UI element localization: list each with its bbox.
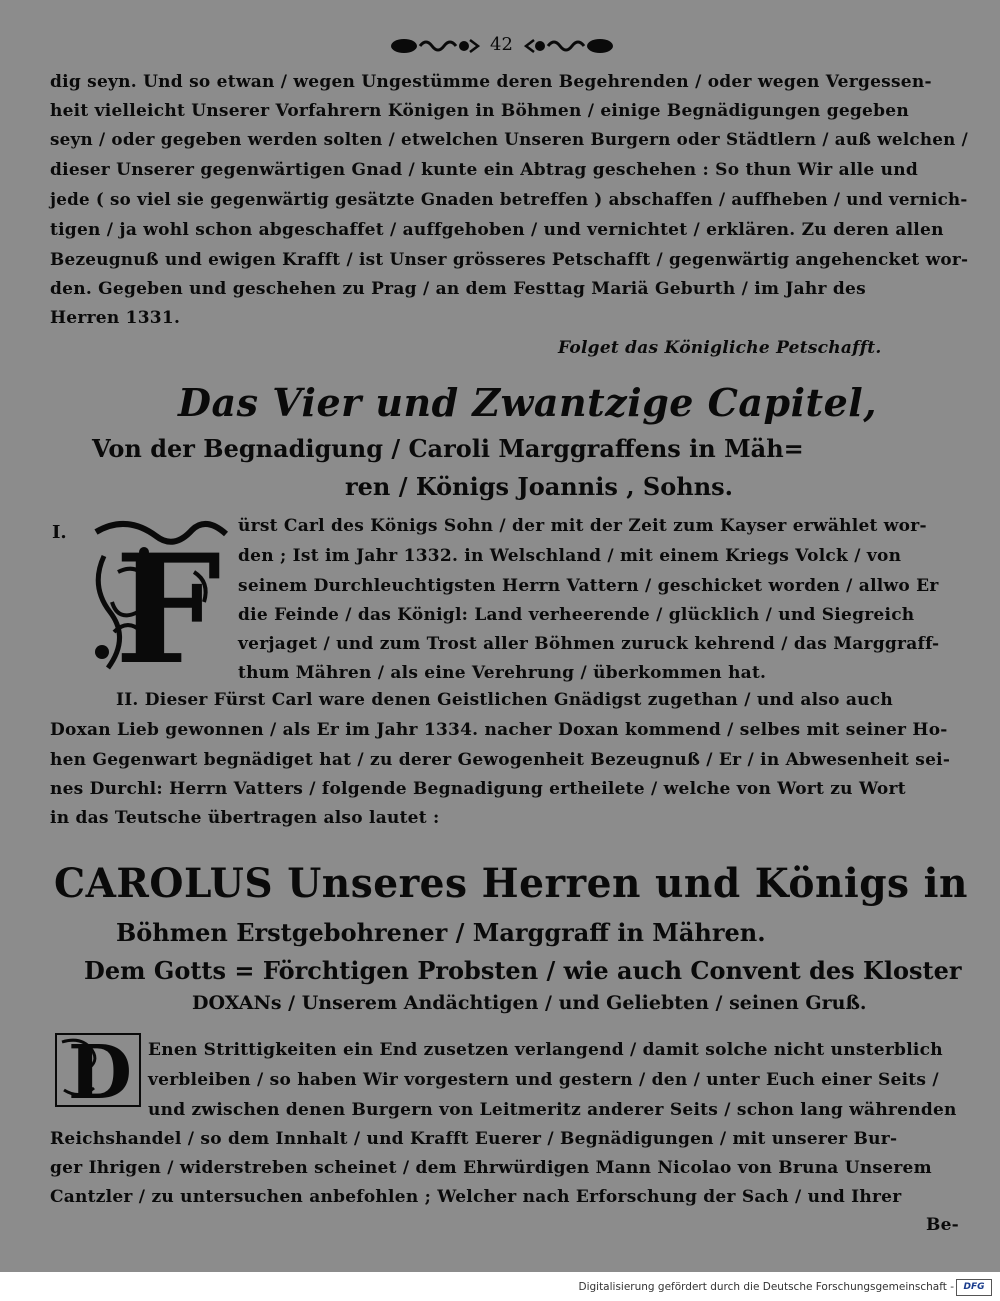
charter-title: CAROLUS Unseres Herren und Königs in <box>54 860 968 907</box>
initial-letter: D <box>67 1030 133 1110</box>
text-line: verbleiben / so haben Wir vorgestern und gestern / den / unter Euch einer Seits / <box>148 1070 939 1090</box>
charter-subtitle: DOXANs / Unserem Andächtigen / und Geliebten / seinen Gruß. <box>192 992 867 1014</box>
text-line: den ; Ist im Jahr 1332. in Welschland / mit einem Kriegs Volck / von <box>238 546 902 566</box>
footer-credit: Digitalisierung gefördert durch die Deutsche Forschungsgemeinschaft - <box>578 1281 954 1293</box>
text-line: nes Durchl: Herrn Vatters / folgende Begnadigung ertheilete / welche von Wort zu Wort <box>50 779 906 799</box>
text-line: heit vielleicht Unserer Vorfahrern Königen in Böhmen / einige Begnädigungen gegeben <box>50 101 909 121</box>
text-line: Enen Strittigkeiten ein End zusetzen verlangend / damit solche nicht unsterblich <box>148 1040 943 1060</box>
charter-subtitle: Dem Gotts = Förchtigen Probsten / wie auch Convent des Kloster <box>84 956 962 985</box>
text-line: die Feinde / das Königl: Land verheerende / glücklich / und Siegreich <box>238 605 915 625</box>
section-number: I. <box>52 522 67 543</box>
text-line: und zwischen denen Burgern von Leitmeritz anderer Seits / schon lang währenden <box>148 1100 957 1120</box>
text-line: tigen / ja wohl schon abgeschaffet / auffgehoben / und vernichtet / erklären. Zu deren allen <box>50 220 944 240</box>
text-line: jede ( so viel sie gegenwärtig gesätzte Gnaden betreffen ) abschaffen / auffheben / und vernich- <box>50 190 968 210</box>
chapter-title: Das Vier und Zwantzige Capitel, <box>178 380 877 425</box>
ornament-right-icon <box>524 38 614 54</box>
dfg-logo-icon: DFG <box>956 1279 992 1296</box>
page-header <box>390 34 620 60</box>
text-line: seinem Durchleuchtigsten Herrn Vattern / geschicket worden / allwo Er <box>238 576 939 596</box>
text-line: dig seyn. Und so etwan / wegen Ungestümme deren Begehrenden / oder wegen Vergessen- <box>50 72 932 92</box>
chapter-subtitle: Von der Begnadigung / Caroli Marggraffens in Mäh= <box>92 434 804 463</box>
text-line: ürst Carl des Königs Sohn / der mit der Zeit zum Kayser erwählet wor- <box>238 516 927 536</box>
text-line: ger Ihrigen / widerstreben scheinet / dem Ehrwürdigen Mann Nicolao von Bruna Unserem <box>50 1158 932 1178</box>
text-line: thum Mähren / als eine Verehrung / überkommen hat. <box>238 663 767 683</box>
text-line: den. Gegeben und geschehen zu Prag / an dem Festtag Mariä Geburth / im Jahr des <box>50 279 866 299</box>
decorated-initial <box>54 1030 142 1110</box>
text-line: verjaget / und zum Trost aller Böhmen zuruck kehrend / das Marggraff- <box>238 634 940 654</box>
text-line: Bezeugnuß und ewigen Krafft / ist Unser grösseres Petschafft / gegenwärtig angehencket wor- <box>50 250 969 270</box>
initial-flourish-icon <box>54 1030 142 1110</box>
initial-letter: F <box>114 522 222 680</box>
text-line: hen Gegenwart begnädiget hat / zu derer Gewogenheit Bezeugnuß / Er / in Abwesenheit sei- <box>50 750 951 770</box>
chapter-subtitle: ren / Königs Joannis , Sohns. <box>345 472 734 501</box>
seal-note: Folget das Königliche Petschafft. <box>558 338 882 358</box>
text-line: in das Teutsche übertragen also lautet : <box>50 808 440 828</box>
text-line: Doxan Lieb gewonnen / als Er im Jahr 1334. nacher Doxan kommend / selbes mit seiner Ho- <box>50 720 948 740</box>
text-line: seyn / oder gegeben werden solten / etwelchen Unseren Burgern oder Städtlern / auß welchen / <box>50 130 968 150</box>
page-number: 42 <box>490 34 513 55</box>
catchword: Be- <box>926 1215 959 1235</box>
text-line: Cantzler / zu untersuchen anbefohlen ; Welcher nach Erforschung der Sach / und Ihrer <box>50 1187 902 1207</box>
text-line: Herren 1331. <box>50 308 181 328</box>
text-line: dieser Unserer gegenwärtigen Gnad / kunte ein Abtrag geschehen : So thun Wir alle und <box>50 160 918 180</box>
charter-subtitle: Böhmen Erstgebohrener / Marggraff in Mähren. <box>116 918 766 947</box>
decorated-initial <box>84 512 232 680</box>
ornament-left-icon <box>390 38 480 54</box>
digitization-footer <box>0 1272 1000 1301</box>
initial-flourish-icon <box>84 512 232 680</box>
text-line: Reichshandel / so dem Innhalt / und Krafft Euerer / Begnädigungen / mit unserer Bur- <box>50 1129 898 1149</box>
text-line: II. Dieser Fürst Carl ware denen Geistlichen Gnädigst zugethan / und also auch <box>116 690 893 710</box>
